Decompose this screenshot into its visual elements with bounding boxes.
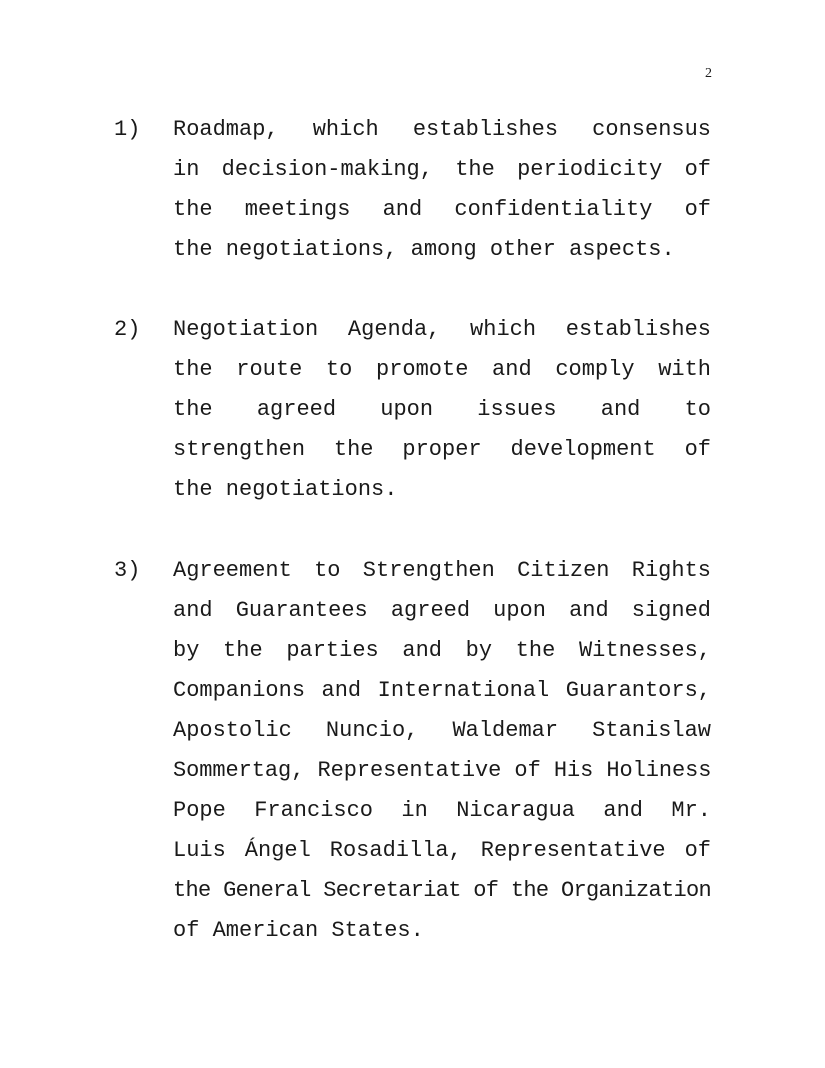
text-line: Sommertag, Representative of His Holiness	[173, 758, 712, 783]
text-line: the negotiations.	[173, 477, 398, 502]
text-line: strengthen the proper development of	[173, 437, 711, 462]
text-line: Negotiation Agenda, which establishes	[173, 317, 711, 342]
text-line: the route to promote and comply with	[173, 357, 711, 382]
text-line: by the parties and by the Witnesses,	[173, 638, 711, 663]
text-line: Pope Francisco in Nicaragua and Mr.	[173, 798, 711, 823]
list-item-text	[173, 110, 711, 270]
text-line: Roadmap, which establishes consensus	[173, 117, 711, 142]
list-item-text	[173, 310, 711, 510]
text-line: the negotiations, among other aspects.	[173, 237, 675, 262]
text-line: the agreed upon issues and to	[173, 397, 711, 422]
list-item-number: 3)	[114, 558, 141, 583]
text-line: Luis Ángel Rosadilla, Representative of	[173, 838, 711, 863]
text-line: Agreement to Strengthen Citizen Rights	[173, 558, 711, 583]
list-item-text	[173, 551, 711, 951]
text-line: the meetings and confidentiality of	[173, 197, 711, 222]
text-line: of American States.	[173, 918, 424, 943]
list-item-number: 2)	[114, 317, 141, 342]
text-line: in decision-making, the periodicity of	[173, 157, 711, 182]
page-number: 2	[705, 66, 712, 81]
text-line: and Guarantees agreed upon and signed	[173, 598, 711, 623]
text-line: Apostolic Nuncio, Waldemar Stanislaw	[173, 718, 711, 743]
list-item-number: 1)	[114, 117, 141, 142]
text-line: Companions and International Guarantors,	[173, 678, 711, 703]
text-line: the General Secretariat of the Organization	[173, 878, 711, 903]
